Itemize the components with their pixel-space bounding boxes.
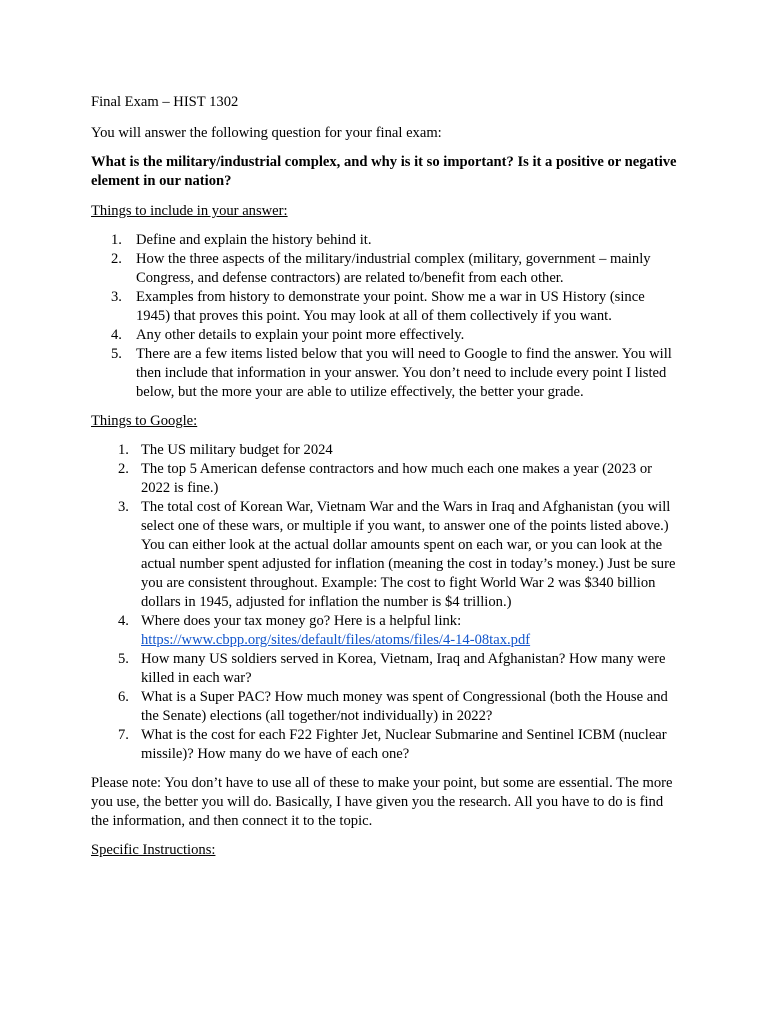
list-item-text: The US military budget for 2024 <box>141 442 333 458</box>
list-item <box>91 231 681 250</box>
document-title: Final Exam – HIST 1302 <box>91 94 239 110</box>
list-number: 1. <box>118 442 129 458</box>
list-number: 6. <box>118 689 129 705</box>
list-item-text: Define and explain the history behind it. <box>136 232 372 248</box>
list-number: 2. <box>111 251 122 267</box>
include-heading: Things to include in your answer: <box>91 203 288 219</box>
list-item <box>91 612 681 650</box>
include-list <box>91 231 681 402</box>
list-item-text: There are a few items listed below that you will need to Google to find the answer. You will then include that information in your answer. You don’t need to include every point I listed below, but the more your are able to utilize effectively, the better your grade. <box>136 346 672 400</box>
list-item-text: What is a Super PAC? How much money was spent of Congressional (both the House and the Senate) elections (all together/not individually) in 2022? <box>141 689 668 724</box>
list-item <box>91 650 681 688</box>
list-number: 4. <box>118 613 129 629</box>
list-item <box>91 498 681 612</box>
list-item <box>91 326 681 345</box>
list-item-text: The top 5 American defense contractors and how much each one makes a year (2023 or 2022 is fine.) <box>141 461 652 496</box>
specific-instructions-heading: Specific Instructions: <box>91 842 216 858</box>
list-number: 7. <box>118 727 129 743</box>
list-item-text: Any other details to explain your point more effectively. <box>136 327 465 343</box>
google-heading: Things to Google: <box>91 413 198 429</box>
google-list <box>91 441 681 764</box>
list-number: 5. <box>111 346 122 362</box>
list-item-text: How the three aspects of the military/industrial complex (military, government – mainly Congress, and defense contractors) are related to/benefit from each other. <box>136 251 651 286</box>
list-number: 3. <box>111 289 122 305</box>
note-paragraph: Please note: You don’t have to use all of these to make your point, but some are essential. The more you use, the better you will do. Basically, I have given you the research. All you have to do is find the information, and then connect it to the topic. <box>91 775 673 829</box>
list-item <box>91 726 681 764</box>
list-number: 2. <box>118 461 129 477</box>
list-number: 4. <box>111 327 122 343</box>
list-item-text: How many US soldiers served in Korea, Vietnam, Iraq and Afghanistan? How many were killed in each war? <box>141 651 666 686</box>
document-page <box>91 93 681 870</box>
intro-text: You will answer the following question for your final exam: <box>91 125 442 141</box>
list-item-text: Where does your tax money go? Here is a helpful link: <box>141 613 462 629</box>
list-item <box>91 345 681 402</box>
list-item <box>91 288 681 326</box>
list-number: 1. <box>111 232 122 248</box>
list-number: 3. <box>118 499 129 515</box>
list-item <box>91 688 681 726</box>
list-item-text: The total cost of Korean War, Vietnam War and the Wars in Iraq and Afghanistan (you will select one of these wars, or multiple if you want, to answer one of the points listed above.) You can either look at the actual dollar amounts spent on each war, or you can look at the actual number spent adjusted for inflation (meaning the cost in today’s money.) Just be sure you are consistent throughout. Example: The cost to fight World War 2 was $340 billion dollars in 1945, adjusted for inflation the number is $4 trillion.) <box>141 499 676 610</box>
list-item-text: What is the cost for each F22 Fighter Jet, Nuclear Submarine and Sentinel ICBM (nuclear missile)? How many do we have of each one? <box>141 727 667 762</box>
list-item <box>91 250 681 288</box>
list-number: 5. <box>118 651 129 667</box>
list-item-text: Examples from history to demonstrate your point. Show me a war in US History (since 1945) that proves this point. You may look at all of them collectively if you want. <box>136 289 645 324</box>
tax-link[interactable]: https://www.cbpp.org/sites/default/files/atoms/files/4-14-08tax.pdf <box>141 632 531 648</box>
list-item <box>91 441 681 460</box>
list-item <box>91 460 681 498</box>
exam-question: What is the military/industrial complex, and why is it so important? Is it a positive or negative element in our nation? <box>91 154 677 189</box>
